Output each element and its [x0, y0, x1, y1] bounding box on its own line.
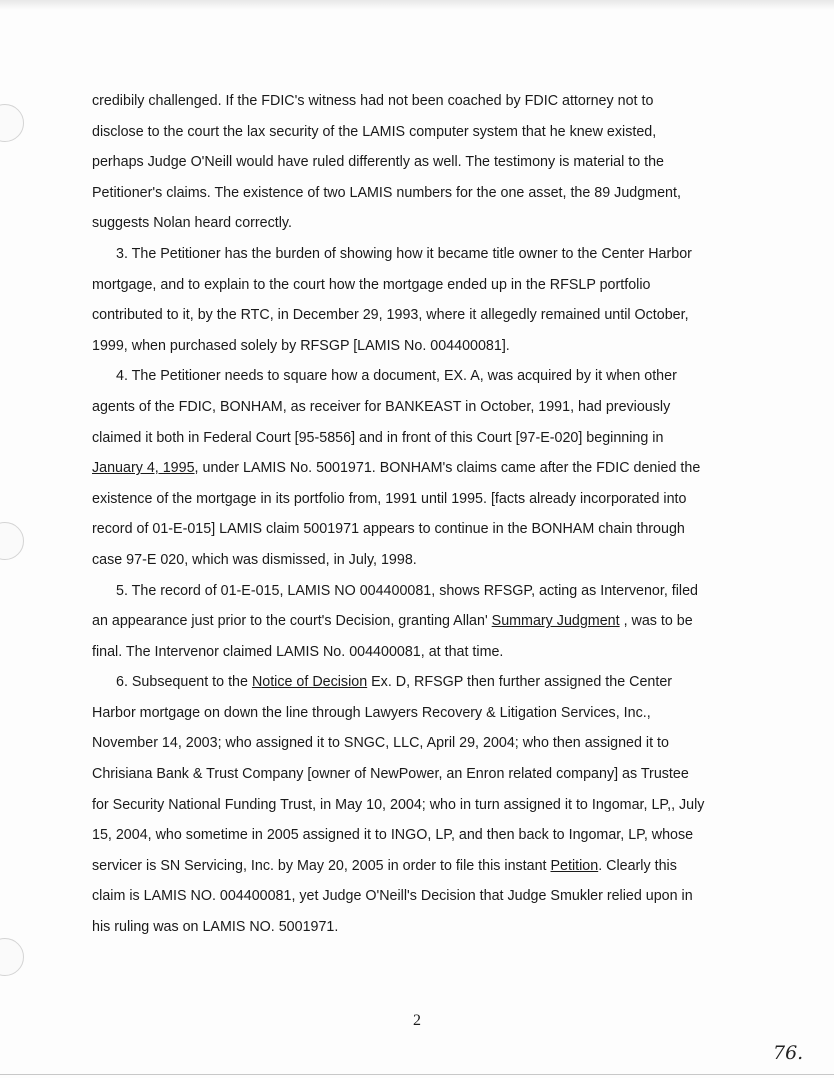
text-segment: his ruling was on LAMIS NO. 5001971.: [92, 919, 339, 936]
text-segment: contributed to it, by the RTC, in December 29, 1993, where it allegedly remained until October,: [92, 307, 689, 324]
underlined-phrase: Petition: [550, 857, 599, 874]
underlined-phrase: Notice of Decision: [251, 674, 368, 691]
page-number: 2: [413, 1012, 421, 1029]
text-line: [92, 178, 744, 209]
text-line: [92, 484, 744, 515]
text-segment: record of 01-E-015] LAMIS claim 5001971 appears to continue in the BONHAM chain through: [92, 521, 685, 538]
handwritten-page-mark: 76.: [773, 1042, 804, 1064]
text-segment: Harbor mortgage on down the line through Lawyers Recovery & Litigation Services, Inc.,: [92, 704, 651, 721]
text-line: [92, 361, 744, 392]
text-line: [92, 239, 744, 270]
hole-punch-mark: [0, 938, 24, 976]
text-segment: , under LAMIS No. 5001971. BONHAM's claims came after the FDIC denied the: [194, 460, 701, 477]
text-line: [92, 453, 744, 484]
text-segment: servicer is SN Servicing, Inc. by May 20, 2005 in order to file this instant: [92, 857, 551, 874]
text-segment: Petitioner's claims. The existence of two LAMIS numbers for the one asset, the 89 Judgment,: [92, 184, 681, 201]
text-line: [92, 790, 744, 821]
text-line: [92, 270, 744, 301]
text-line: [92, 514, 744, 545]
text-segment: perhaps Judge O'Neill would have ruled differently as well. The testimony is material to the: [92, 154, 664, 171]
text-segment: final. The Intervenor claimed LAMIS No. 004400081, at that time.: [92, 643, 504, 660]
text-line: [92, 300, 744, 331]
text-line: [92, 912, 744, 943]
underlined-phrase: Summary Judgment: [491, 613, 620, 630]
text-line: [92, 851, 744, 882]
text-segment: November 14, 2003; who assigned it to SNGC, LLC, April 29, 2004; who then assigned it to: [92, 735, 669, 752]
hole-punch-mark: [0, 522, 24, 560]
text-segment: Chrisiana Bank & Trust Company [owner of NewPower, an Enron related company] as Trustee: [92, 766, 689, 783]
text-segment: 4. The Petitioner needs to square how a document, EX. A, was acquired by it when other: [116, 368, 677, 385]
text-line: [92, 881, 744, 912]
text-segment: an appearance just prior to the court's Decision, granting Allan': [92, 613, 492, 630]
scan-bottom-edge: [0, 1074, 834, 1075]
text-segment: , was to be: [619, 613, 693, 630]
text-line: [92, 331, 744, 362]
text-line: [92, 698, 744, 729]
text-segment: 5. The record of 01-E-015, LAMIS NO 004400081, shows RFSGP, acting as Intervenor, filed: [116, 582, 698, 599]
text-segment: . Clearly this: [598, 857, 677, 874]
text-line: [92, 759, 744, 790]
text-line: [92, 423, 744, 454]
text-segment: claim is LAMIS NO. 004400081, yet Judge O'Neill's Decision that Judge Smukler relied upon in: [92, 888, 693, 905]
text-segment: 15, 2004, who sometime in 2005 assigned it to INGO, LP, and then back to Ingomar, LP, whose: [92, 827, 694, 844]
text-segment: existence of the mortgage in its portfolio from, 1991 until 1995. [facts already incorporated into: [92, 490, 687, 507]
text-segment: for Security National Funding Trust, in May 10, 2004; who in turn assigned it to Ingomar, LP,, July: [92, 796, 705, 813]
text-segment: mortgage, and to explain to the court how the mortgage ended up in the RFSLP portfolio: [92, 276, 651, 293]
text-segment: case 97-E 020, which was dismissed, in July, 1998.: [92, 551, 417, 568]
text-segment: disclose to the court the lax security of the LAMIS computer system that he knew existed,: [92, 123, 657, 140]
text-line: [92, 208, 744, 239]
text-segment: suggests Nolan heard correctly.: [92, 215, 292, 232]
text-segment: agents of the FDIC, BONHAM, as receiver for BANKEAST in October, 1991, had previously: [92, 398, 671, 415]
underlined-phrase: January 4, 1995: [92, 460, 195, 477]
text-line: [92, 117, 744, 148]
text-segment: credibily challenged. If the FDIC's witness had not been coached by FDIC attorney not to: [92, 93, 654, 109]
text-line: [92, 667, 744, 698]
hole-punch-mark: [0, 104, 24, 142]
text-line: [92, 637, 744, 668]
text-segment: 6. Subsequent to the: [116, 674, 252, 691]
scan-edge-shadow: [0, 0, 834, 10]
text-segment: Ex. D, RFSGP then further assigned the Center: [367, 674, 673, 691]
body-text: [92, 86, 744, 943]
text-segment: 1999, when purchased solely by RFSGP [LAMIS No. 004400081].: [92, 337, 510, 354]
text-line: [92, 728, 744, 759]
text-line: [92, 392, 744, 423]
text-line: [92, 820, 744, 851]
text-segment: claimed it both in Federal Court [95-5856] and in front of this Court [97-E-020] beginning in: [92, 429, 664, 446]
text-line: [92, 545, 744, 576]
text-line: [92, 86, 744, 117]
text-line: [92, 606, 744, 637]
text-segment: 3. The Petitioner has the burden of showing how it became title owner to the Center Harbor: [116, 245, 692, 262]
text-line: [92, 576, 744, 607]
text-line: [92, 147, 744, 178]
